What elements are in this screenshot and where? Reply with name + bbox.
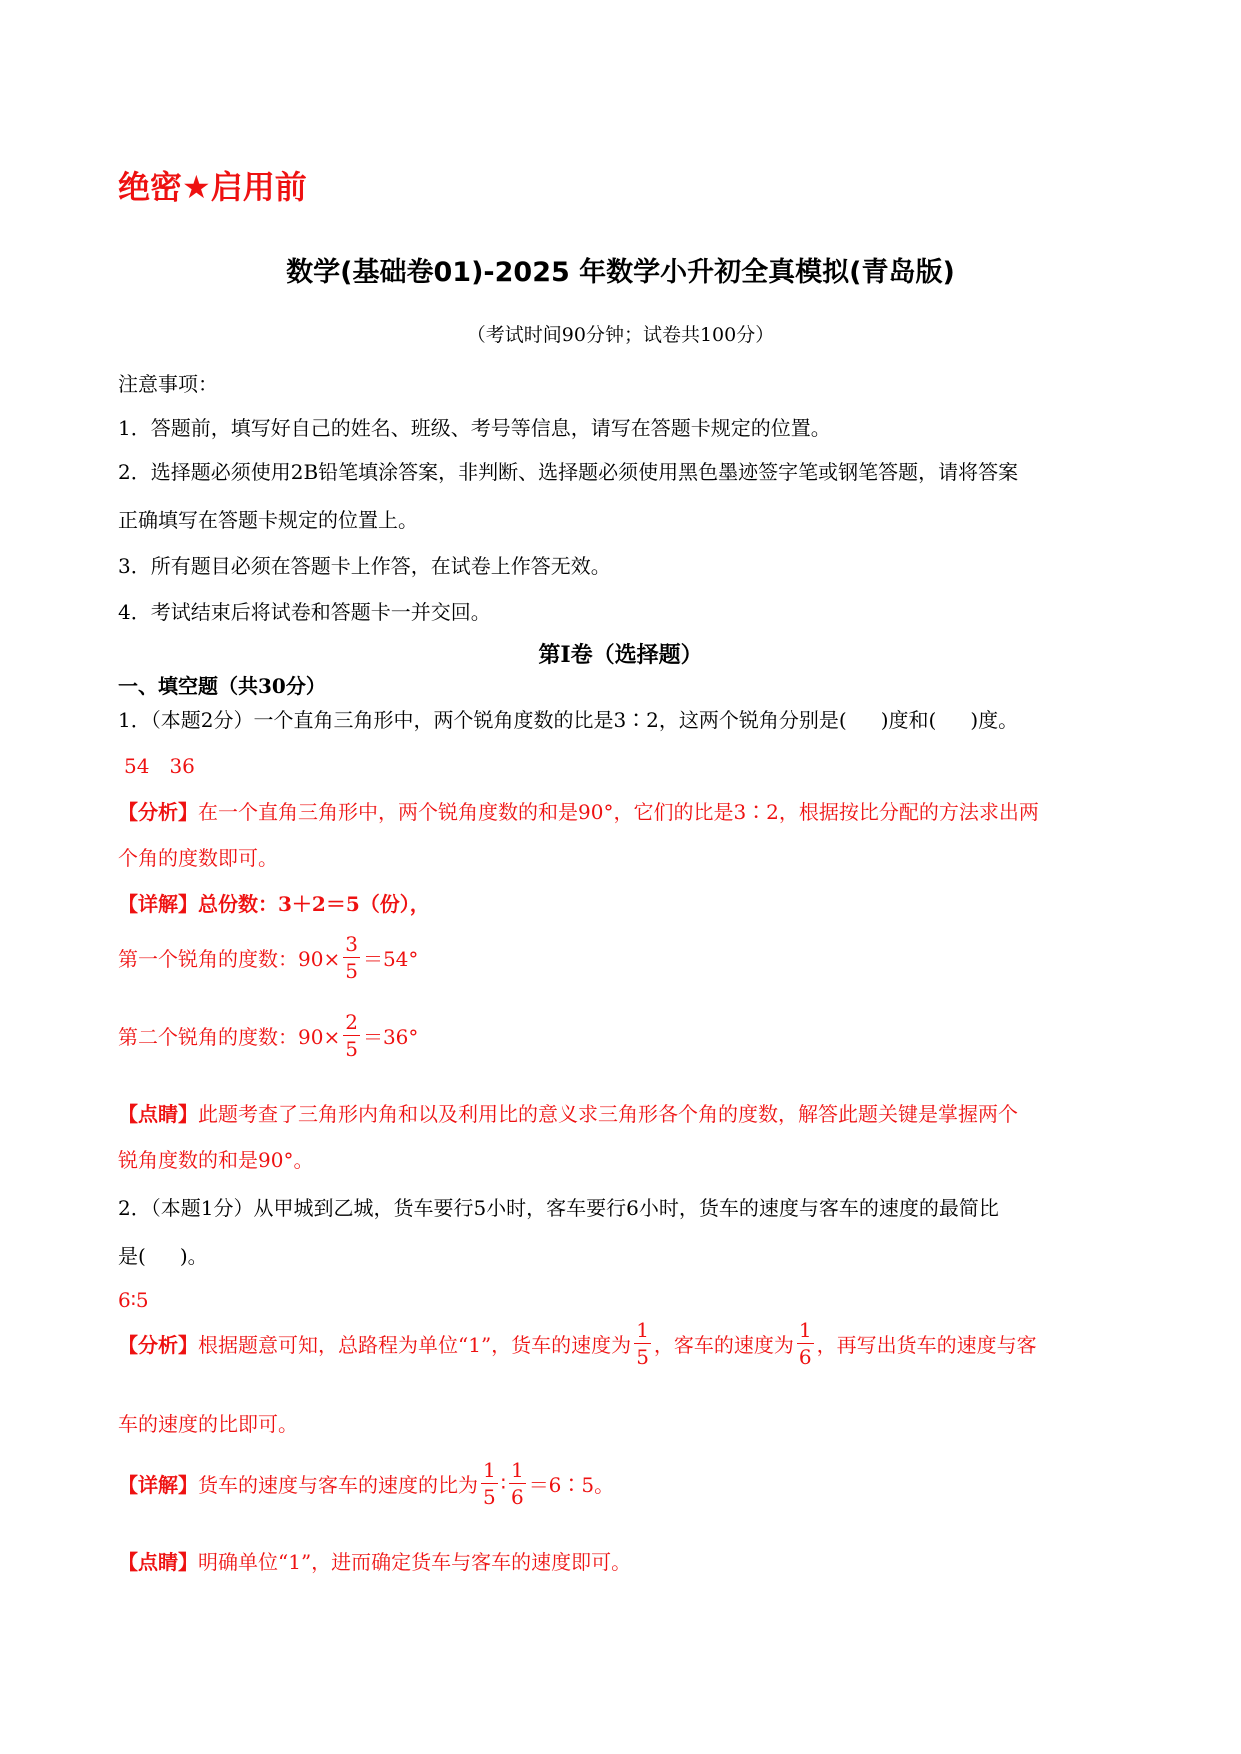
note-item-1: 1．答题前，填写好自己的姓名、班级、考号等信息，请写在答题卡规定的位置。: [118, 416, 831, 440]
note-item-3: 3．所有题目必须在答题卡上作答，在试卷上作答无效。: [118, 554, 611, 578]
q1-answer: 54 36: [124, 754, 195, 778]
note-item-2-cont: 正确填写在答题卡规定的位置上。: [118, 508, 418, 532]
q2-stem-cont: 是( )。: [118, 1244, 208, 1268]
fraction-3-5: $\frac{3}{5}$: [345, 932, 358, 983]
q2-analysis-cont: 车的速度的比即可。: [118, 1412, 298, 1436]
fraction-1-6-detail: $\frac{1}{6}$: [510, 1458, 524, 1509]
q1-detail-line-2: 第一个锐角的度数：90× $\frac{3}{5}$ ＝54°: [118, 932, 419, 983]
note-item-4: 4．考试结束后将试卷和答题卡一并交回。: [118, 600, 491, 624]
q1-comment: 【点睛】此题考查了三角形内角和以及利用比的意义求三角形各个角的度数，解答此题关键是掌握两个: [118, 1102, 1018, 1126]
part-title: 一、填空题（共30分）: [118, 674, 326, 698]
q1-comment-cont: 锐角度数的和是90°。: [118, 1148, 314, 1172]
notes-heading: 注意事项：: [118, 372, 218, 396]
q1-detail-line-3: 第二个锐角的度数：90× $\frac{2}{5}$ ＝36°: [118, 1010, 419, 1061]
q1-analysis-cont: 个角的度数即可。: [118, 846, 278, 870]
fraction-1-6: $\frac{1}{6}$: [798, 1318, 812, 1369]
q2-analysis: 【分析】根据题意可知，总路程为单位“1”，货车的速度为 $\frac{1}{5}$ ，客车的速度为 $\frac{1}{6}$ ，再写出货车的速度与客: [118, 1318, 1037, 1369]
note-item-2: 2．选择题必须使用2B铅笔填涂答案，非判断、选择题必须使用黑色墨迹签字笔或钢笔答题，请将答案: [118, 460, 1019, 484]
exam-subtitle: （考试时间90分钟；试卷共100分）: [466, 324, 775, 346]
secret-label: 绝密★启用前: [118, 168, 307, 206]
q1-analysis: 【分析】在一个直角三角形中，两个锐角度数的和是90°，它们的比是3∶2，根据按比分配的方法求出两: [118, 800, 1039, 824]
fraction-1-5: $\frac{1}{5}$: [636, 1318, 649, 1369]
exam-title: 数学(基础卷01)-2025 年数学小升初全真模拟(青岛版): [286, 257, 955, 288]
q1-stem: 1．（本题2分）一个直角三角形中，两个锐角度数的比是3∶2，这两个锐角分别是( )度和( )度。: [118, 708, 1019, 732]
fraction-2-5: $\frac{2}{5}$: [345, 1010, 358, 1061]
q2-stem: 2．（本题1分）从甲城到乙城，货车要行5小时，客车要行6小时，货车的速度与客车的速度的最简比: [118, 1196, 999, 1220]
q2-comment: 【点睛】明确单位“1”，进而确定货车与客车的速度即可。: [118, 1550, 632, 1574]
section-title: 第Ⅰ卷（选择题）: [538, 642, 703, 668]
q2-detail: 【详解】货车的速度与客车的速度的比为 $\frac{1}{5}$ ∶ $\frac{1}{6}$ ＝6∶5。: [118, 1458, 615, 1509]
fraction-1-5-detail: $\frac{1}{5}$: [483, 1458, 496, 1509]
q2-answer: 6∶5: [118, 1288, 149, 1312]
q1-detail: 【详解】总份数：3＋2＝5（份），: [118, 892, 430, 916]
